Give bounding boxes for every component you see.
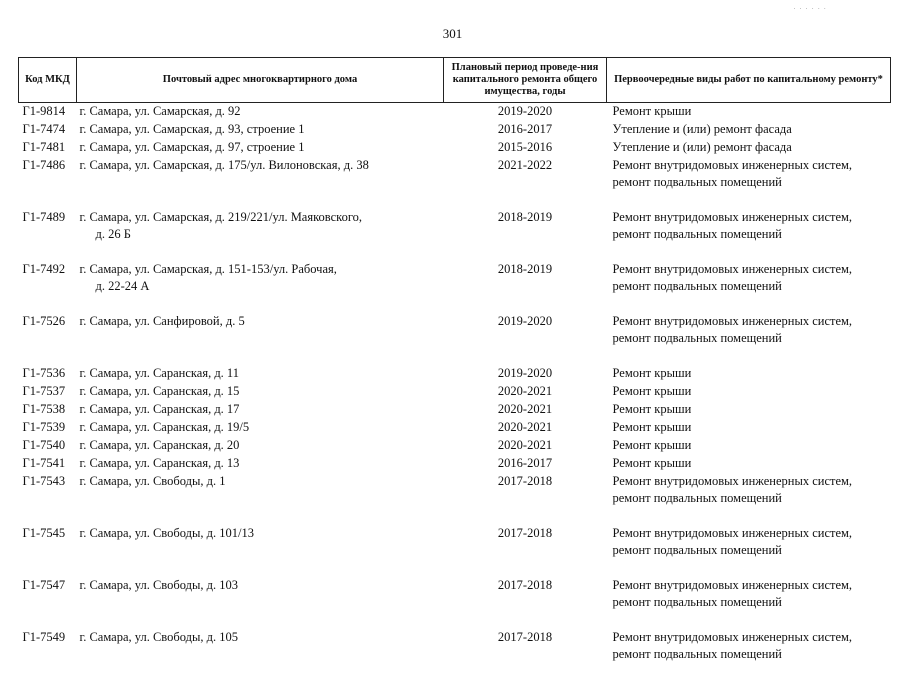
table-row (19, 139, 891, 157)
cell-code: Г1-7492 (19, 261, 77, 313)
table-row (19, 401, 891, 419)
cell-period: 2016-2017 (444, 121, 607, 139)
cell-address (77, 577, 444, 629)
cell-work (607, 103, 891, 122)
address-line: г. Самара, ул. Свободы, д. 101/13 (80, 526, 254, 540)
work-line: Ремонт крыши (613, 455, 891, 472)
cell-address (77, 261, 444, 313)
address-line: г. Самара, ул. Саранская, д. 20 (80, 438, 240, 452)
cell-period: 2020-2021 (444, 437, 607, 455)
cell-code: Г1-9814 (19, 103, 77, 122)
cell-code: Г1-7537 (19, 383, 77, 401)
address-line: г. Самара, ул. Свободы, д. 1 (80, 474, 226, 488)
cell-code: Г1-7545 (19, 525, 77, 577)
work-line-continued: ремонт подвальных помещений (613, 594, 891, 611)
cell-work (607, 139, 891, 157)
address-line: г. Самара, ул. Саранская, д. 13 (80, 456, 240, 470)
work-line-continued: ремонт подвальных помещений (613, 330, 891, 347)
work-line: Ремонт внутридомовых инженерных систем, (613, 209, 891, 226)
cell-address (77, 437, 444, 455)
cell-work (607, 419, 891, 437)
table-row (19, 365, 891, 383)
cell-work (607, 473, 891, 525)
cell-address (77, 525, 444, 577)
cell-work (607, 577, 891, 629)
table-row (19, 473, 891, 525)
cell-period: 2020-2021 (444, 419, 607, 437)
cell-address (77, 313, 444, 365)
address-line: г. Самара, ул. Самарская, д. 92 (80, 104, 241, 118)
cell-period: 2018-2019 (444, 261, 607, 313)
table-body (19, 103, 891, 681)
address-line: г. Самара, ул. Самарская, д. 151-153/ул. Рабочая, (80, 262, 337, 276)
cell-work (607, 383, 891, 401)
address-line: г. Самара, ул. Свободы, д. 103 (80, 578, 238, 592)
cell-work (607, 437, 891, 455)
cell-code: Г1-7547 (19, 577, 77, 629)
work-line: Утепление и (или) ремонт фасада (613, 121, 891, 138)
address-line: г. Самара, ул. Свободы, д. 105 (80, 630, 238, 644)
cell-period: 2017-2018 (444, 577, 607, 629)
cell-code: Г1-7538 (19, 401, 77, 419)
work-line: Ремонт внутридомовых инженерных систем, (613, 157, 891, 174)
work-line: Ремонт внутридомовых инженерных систем, (613, 473, 891, 490)
cell-address (77, 455, 444, 473)
work-line: Ремонт внутридомовых инженерных систем, (613, 577, 891, 594)
cell-period: 2016-2017 (444, 455, 607, 473)
address-line: г. Самара, ул. Самарская, д. 97, строение 1 (80, 140, 305, 154)
cell-address (77, 209, 444, 261)
table-row (19, 103, 891, 122)
repair-schedule-table (18, 57, 891, 681)
cell-code: Г1-7549 (19, 629, 77, 681)
table-row (19, 209, 891, 261)
cell-address (77, 383, 444, 401)
table-row (19, 577, 891, 629)
cell-code: Г1-7481 (19, 139, 77, 157)
address-line: г. Самара, ул. Саранская, д. 19/5 (80, 420, 250, 434)
cell-period: 2017-2018 (444, 473, 607, 525)
work-line-continued: ремонт подвальных помещений (613, 646, 891, 663)
cell-work (607, 365, 891, 383)
table-header (19, 58, 891, 103)
address-line: г. Самара, ул. Самарская, д. 93, строение 1 (80, 122, 305, 136)
cell-address (77, 473, 444, 525)
repair-table-container (18, 57, 890, 681)
cell-work (607, 261, 891, 313)
cell-code: Г1-7489 (19, 209, 77, 261)
table-row (19, 525, 891, 577)
work-line-continued: ремонт подвальных помещений (613, 174, 891, 191)
work-line: Ремонт крыши (613, 383, 891, 400)
cell-address (77, 629, 444, 681)
header-period: Плановый период проведе-ния капитального ремонта общего имущества, годы (444, 58, 607, 103)
cell-period: 2019-2020 (444, 103, 607, 122)
cell-address (77, 121, 444, 139)
cell-period: 2015-2016 (444, 139, 607, 157)
cell-period: 2019-2020 (444, 365, 607, 383)
work-line: Ремонт внутридомовых инженерных систем, (613, 525, 891, 542)
cell-code: Г1-7540 (19, 437, 77, 455)
cell-address (77, 365, 444, 383)
cell-work (607, 121, 891, 139)
table-row (19, 629, 891, 681)
work-line: Ремонт внутридомовых инженерных систем, (613, 261, 891, 278)
cell-code: Г1-7536 (19, 365, 77, 383)
work-line-continued: ремонт подвальных помещений (613, 542, 891, 559)
table-row (19, 437, 891, 455)
cell-period: 2021-2022 (444, 157, 607, 209)
table-row (19, 313, 891, 365)
work-line: Ремонт внутридомовых инженерных систем, (613, 629, 891, 646)
cell-work (607, 209, 891, 261)
work-line-continued: ремонт подвальных помещений (613, 490, 891, 507)
header-work: Первоочередные виды работ по капитальному ремонту* (607, 58, 891, 103)
cell-code: Г1-7541 (19, 455, 77, 473)
cell-address (77, 103, 444, 122)
cell-period: 2020-2021 (444, 383, 607, 401)
cell-code: Г1-7474 (19, 121, 77, 139)
address-line-continued: д. 26 Б (80, 226, 444, 243)
scan-artifact: · · · · · · (793, 5, 827, 13)
address-line: г. Самара, ул. Саранская, д. 17 (80, 402, 240, 416)
work-line-continued: ремонт подвальных помещений (613, 278, 891, 295)
cell-work (607, 157, 891, 209)
work-line: Ремонт крыши (613, 437, 891, 454)
cell-address (77, 419, 444, 437)
cell-period: 2019-2020 (444, 313, 607, 365)
cell-period: 2020-2021 (444, 401, 607, 419)
cell-address (77, 157, 444, 209)
work-line: Ремонт крыши (613, 419, 891, 436)
cell-code: Г1-7486 (19, 157, 77, 209)
address-line: г. Самара, ул. Самарская, д. 175/ул. Вилоновская, д. 38 (80, 158, 369, 172)
cell-address (77, 401, 444, 419)
cell-period: 2017-2018 (444, 525, 607, 577)
work-line: Ремонт крыши (613, 365, 891, 382)
table-row (19, 455, 891, 473)
address-line: г. Самара, ул. Саранская, д. 15 (80, 384, 240, 398)
cell-period: 2018-2019 (444, 209, 607, 261)
cell-code: Г1-7526 (19, 313, 77, 365)
header-address: Почтовый адрес многоквартирного дома (77, 58, 444, 103)
cell-code: Г1-7539 (19, 419, 77, 437)
table-row (19, 157, 891, 209)
work-line: Ремонт внутридомовых инженерных систем, (613, 313, 891, 330)
table-row (19, 121, 891, 139)
cell-work (607, 401, 891, 419)
table-row (19, 261, 891, 313)
table-row (19, 383, 891, 401)
cell-work (607, 525, 891, 577)
cell-work (607, 455, 891, 473)
address-line-continued: д. 22-24 А (80, 278, 444, 295)
page-number: 301 (0, 26, 905, 42)
address-line: г. Самара, ул. Саранская, д. 11 (80, 366, 239, 380)
cell-period: 2017-2018 (444, 629, 607, 681)
table-row (19, 419, 891, 437)
work-line-continued: ремонт подвальных помещений (613, 226, 891, 243)
work-line: Ремонт крыши (613, 401, 891, 418)
address-line: г. Самара, ул. Санфировой, д. 5 (80, 314, 245, 328)
address-line: г. Самара, ул. Самарская, д. 219/221/ул. Маяковского, (80, 210, 363, 224)
cell-code: Г1-7543 (19, 473, 77, 525)
work-line: Ремонт крыши (613, 103, 891, 120)
work-line: Утепление и (или) ремонт фасада (613, 139, 891, 156)
header-code: Код МКД (19, 58, 77, 103)
cell-work (607, 629, 891, 681)
cell-work (607, 313, 891, 365)
cell-address (77, 139, 444, 157)
